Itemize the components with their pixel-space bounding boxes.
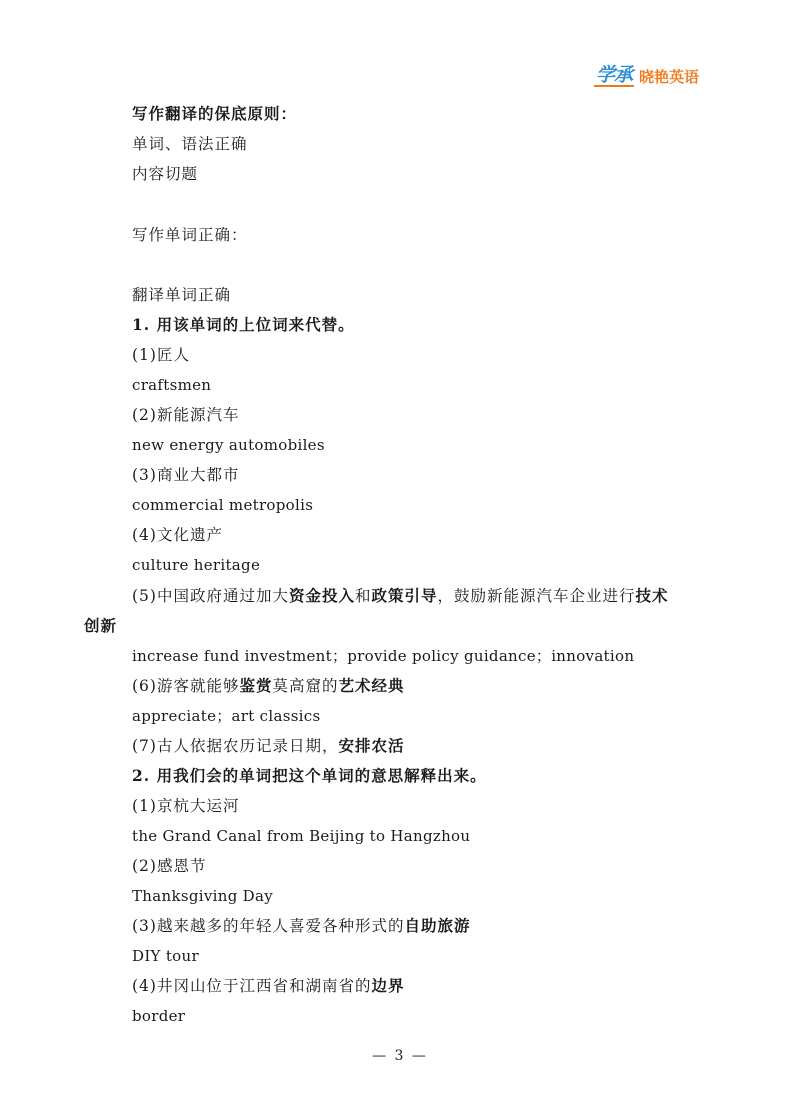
translation-line: increase fund investment；provide policy guidance；innovation [132, 647, 635, 665]
list-item: (1)京杭大运河 [132, 797, 240, 815]
translation-line: Thanksgiving Day [132, 887, 274, 905]
text-line: 内容切题 [132, 165, 199, 183]
page-number: — 3 — [372, 1048, 428, 1064]
text-span: (7)古人依据农历记录日期， [132, 737, 339, 755]
text-span: ，鼓励新能源汽车企业进行 [437, 587, 636, 605]
logo-mark: 学承 [596, 64, 633, 86]
list-item: (2)新能源汽车 [132, 406, 240, 424]
keyword: 安排农活 [338, 736, 405, 755]
keyword: 自助旅游 [404, 916, 471, 935]
list-item [132, 976, 404, 996]
list-item: (3)商业大都市 [132, 466, 240, 484]
list-item [132, 736, 404, 756]
translation-line: border [132, 1007, 186, 1025]
translation-line: DIY tour [132, 947, 199, 965]
keyword: 艺术经典 [338, 676, 405, 695]
translation-line: craftsmen [132, 376, 212, 394]
section-heading-1: 1. 用该单词的上位词来代替。 [132, 315, 355, 334]
text-span: (6)游客就能够 [132, 677, 240, 695]
list-item: (4)文化遗产 [132, 526, 223, 544]
logo-text: 晓艳英语 [639, 67, 700, 86]
text-span: (5)中国政府通过加大 [132, 587, 289, 605]
heading-principles: 写作翻译的保底原则： [132, 104, 298, 123]
text-span: 和 [354, 587, 372, 605]
keyword: 政策引导 [371, 586, 438, 605]
list-item [132, 676, 405, 696]
list-item [132, 586, 669, 606]
keyword-continuation: 创新 [84, 616, 118, 635]
list-item: (2)感恩节 [132, 857, 207, 875]
keyword: 鉴赏 [239, 676, 273, 695]
keyword: 资金投入 [288, 586, 355, 605]
text-span: (3)越来越多的年轻人喜爱各种形式的 [132, 917, 405, 935]
keyword: 边界 [371, 976, 405, 995]
text-line: 翻译单词正确 [132, 286, 232, 304]
translation-line: commercial metropolis [132, 496, 314, 514]
list-item [132, 916, 470, 936]
text-line: 写作单词正确： [132, 226, 248, 244]
text-span: 莫高窟的 [272, 677, 339, 695]
brand-logo [594, 62, 712, 90]
list-item: (1)匠人 [132, 346, 190, 364]
text-line: 单词、语法正确 [132, 135, 248, 153]
section-heading-2: 2. 用我们会的单词把这个单词的意思解释出来。 [132, 766, 487, 785]
text-span: (4)井冈山位于江西省和湖南省的 [132, 977, 372, 995]
keyword: 技术 [635, 586, 669, 605]
translation-line: culture heritage [132, 556, 261, 574]
translation-line: appreciate；art classics [132, 707, 321, 725]
translation-line: the Grand Canal from Beijing to Hangzhou [132, 827, 471, 845]
translation-line: new energy automobiles [132, 436, 325, 454]
